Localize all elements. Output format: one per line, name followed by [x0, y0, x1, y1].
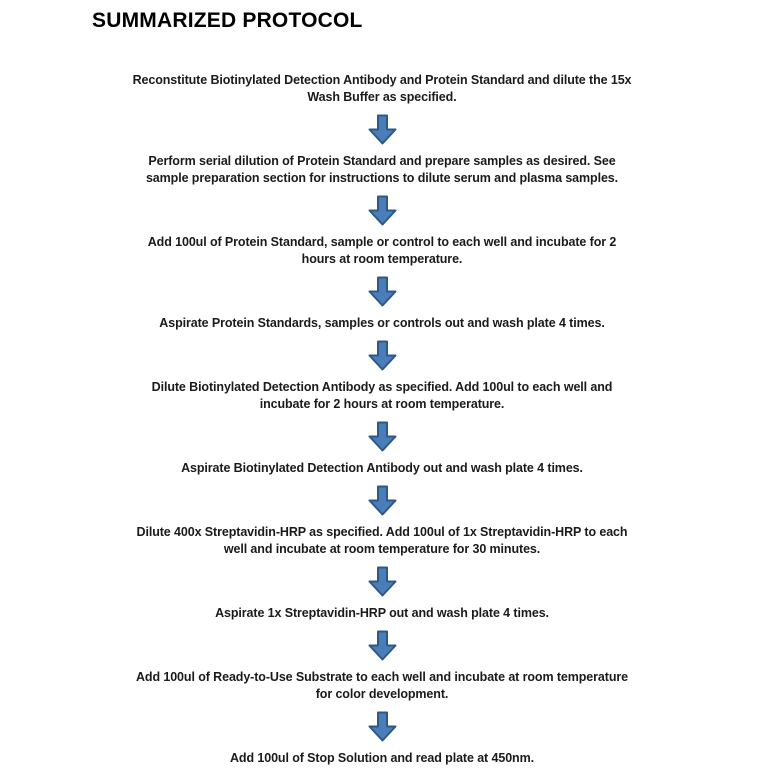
step-line: well and incubate at room temperature for 30 minutes. — [223, 542, 541, 556]
step-line: Perform serial dilution of Protein Standard and prepare samples as desired. See — [148, 154, 616, 168]
step-line: Aspirate Biotinylated Detection Antibody out and wash plate 4 times. — [181, 461, 583, 475]
down-arrow-icon — [368, 340, 397, 371]
step-line: Add 100ul of Stop Solution and read plate at 450nm. — [230, 751, 534, 765]
step-line: Aspirate 1x Streptavidin-HRP out and wash plate 4 times. — [215, 606, 549, 620]
step-line: Reconstitute Biotinylated Detection Antibody and Protein Standard and dilute the 15x — [132, 73, 632, 87]
down-arrow-icon — [368, 195, 397, 226]
down-arrow-icon — [368, 630, 397, 661]
step-line: Add 100ul of Ready-to-Use Substrate to each well and incubate at room temperature — [135, 670, 628, 684]
down-arrow-icon — [368, 566, 397, 597]
down-arrow-icon — [368, 485, 397, 516]
page-title: SUMMARIZED PROTOCOL — [92, 9, 363, 32]
protocol-step-9 — [37, 669, 727, 703]
protocol-step-3 — [37, 234, 727, 268]
protocol-step-2 — [37, 153, 727, 187]
down-arrow-icon — [368, 711, 397, 742]
protocol-step-8 — [37, 605, 727, 622]
protocol-flowchart — [37, 72, 727, 767]
down-arrow-icon — [368, 276, 397, 307]
step-line: Dilute 400x Streptavidin-HRP as specified. Add 100ul of 1x Streptavidin-HRP to each — [136, 525, 628, 539]
step-line: Dilute Biotinylated Detection Antibody as specified. Add 100ul to each well and — [151, 380, 613, 394]
protocol-step-5 — [37, 379, 727, 413]
step-line: Aspirate Protein Standards, samples or controls out and wash plate 4 times. — [159, 316, 605, 330]
protocol-step-7 — [37, 524, 727, 558]
protocol-step-6 — [37, 460, 727, 477]
step-line: hours at room temperature. — [301, 252, 463, 266]
step-line: Wash Buffer as specified. — [307, 90, 457, 104]
protocol-step-4 — [37, 315, 727, 332]
step-line: incubate for 2 hours at room temperature. — [259, 397, 505, 411]
down-arrow-icon — [368, 114, 397, 145]
step-line: sample preparation section for instructions to dilute serum and plasma samples. — [145, 171, 619, 185]
step-line: Add 100ul of Protein Standard, sample or control to each well and incubate for 2 — [147, 235, 617, 249]
protocol-step-1 — [37, 72, 727, 106]
step-line: for color development. — [315, 687, 449, 701]
protocol-step-10 — [37, 750, 727, 767]
down-arrow-icon — [368, 421, 397, 452]
